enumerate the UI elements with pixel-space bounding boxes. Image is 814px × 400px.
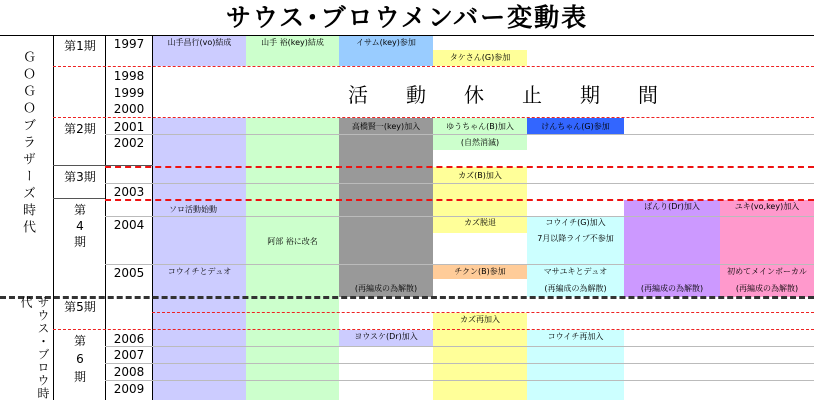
grid-line xyxy=(105,346,814,347)
cell-text: ヨウスケ(Dr)加入 xyxy=(354,332,418,341)
year-label: 2000 xyxy=(113,102,145,116)
cell-text: (再編成の為解散) xyxy=(640,284,704,293)
cell-text: 高橋賢一(key)加入 xyxy=(351,122,421,131)
cell-text: 山手 裕(key)結成 xyxy=(261,38,324,47)
year-label: 1999 xyxy=(113,86,145,100)
cell-text: (再編成の為解散) xyxy=(544,284,607,293)
cell-text: イサム(key)参加 xyxy=(356,38,416,47)
era-separator xyxy=(0,296,814,299)
cell-text: カズ再加入 xyxy=(460,315,500,324)
year-label: 2006 xyxy=(113,332,145,346)
page-title: サウス･ブロウメンバー変動表 xyxy=(225,3,589,32)
period-label-4: 第 4 期 xyxy=(73,203,86,249)
period-separator xyxy=(105,166,814,168)
era-label-gogo: ＧＯＧＯブラザーズ時代 xyxy=(20,50,35,237)
cell-text: チクン(B)参加 xyxy=(454,267,506,276)
cell-text: マサユキとデュオ xyxy=(543,267,608,276)
period-label-5: 第5期 xyxy=(64,300,96,314)
cell-text: タケさん(G)参加 xyxy=(449,53,511,62)
period-separator xyxy=(53,117,814,118)
cell-text: カズ(B)加入 xyxy=(458,171,502,180)
year-label: 2002 xyxy=(113,136,145,150)
year-label: 2003 xyxy=(113,185,145,199)
cell-text: ソロ活動始動 xyxy=(169,205,217,214)
grid-line xyxy=(105,264,814,265)
year-label: 2001 xyxy=(113,120,145,134)
cell-text: 山手昌行(vo)結成 xyxy=(167,38,232,47)
year-label: 1998 xyxy=(113,69,145,83)
col3-block-2001 xyxy=(339,118,433,297)
period-separator xyxy=(152,312,814,313)
cell-text: 初めてメインボーカル xyxy=(727,267,807,276)
cell-text: ばんり(Dr)加入 xyxy=(644,202,700,211)
cell-text: (再編成の為解散) xyxy=(354,284,418,293)
cell-text: ユキ(vo,key)加入 xyxy=(734,202,800,211)
era-label-south: サウス・ブロウ時代 xyxy=(19,296,50,400)
year-label: 2009 xyxy=(113,382,145,396)
grid-line xyxy=(105,134,814,135)
period-separator xyxy=(53,329,814,330)
cell-text: 阿部 裕に改名 xyxy=(267,237,318,246)
cell-text: コウイチ再加入 xyxy=(547,332,604,341)
cell-text: コウイチとデュオ xyxy=(167,267,232,276)
grid-line xyxy=(105,380,814,381)
hiatus-label: 活動休止期間 xyxy=(348,83,696,107)
cell-text: 7月以降ライブ不参加 xyxy=(537,234,614,243)
year-label: 2005 xyxy=(113,266,145,280)
grid-line xyxy=(53,35,54,400)
period-label-3: 第3期 xyxy=(64,170,96,184)
grid-line xyxy=(105,363,814,364)
cell-text: (自然消滅) xyxy=(460,138,500,147)
cell-text: カズ脱退 xyxy=(464,218,496,227)
period-label-2: 第2期 xyxy=(64,122,96,136)
cell-text: (再編成の為解散) xyxy=(735,284,799,293)
period-label-1: 第1期 xyxy=(64,39,96,53)
cell-text: コウイチ(G)加入 xyxy=(545,218,606,227)
grid-line xyxy=(53,198,105,199)
period-separator xyxy=(53,66,814,67)
year-label: 2007 xyxy=(113,348,145,362)
grid-line xyxy=(105,183,814,184)
year-label: 1997 xyxy=(113,37,145,51)
cell-text: ゆうちゃん(B)加入 xyxy=(446,122,514,131)
cell-text: けんちゃん(G)参加 xyxy=(541,122,610,131)
col4-block-2006 xyxy=(433,313,527,400)
period-label-6: 第 6 期 xyxy=(73,334,86,384)
col2-block-2001 xyxy=(246,118,339,400)
year-label: 2008 xyxy=(113,365,145,379)
col1-block-2001 xyxy=(153,118,246,400)
year-label: 2004 xyxy=(113,218,145,232)
